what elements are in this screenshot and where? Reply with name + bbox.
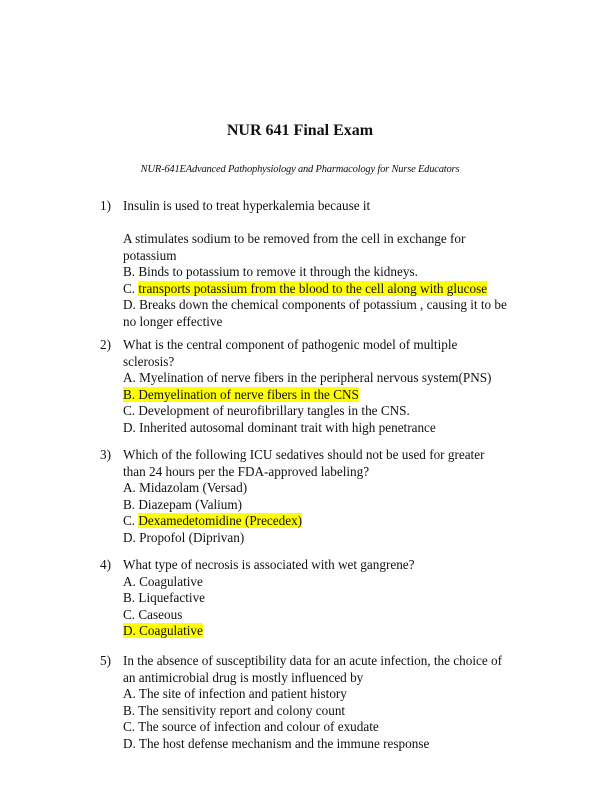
question-number: 3)	[100, 447, 111, 462]
course-subtitle: NUR-641EAdvanced Pathophysiology and Pharmacology for Nurse Educators	[140, 164, 460, 175]
option-c: C. transports potassium from the blood to the cell along with glucose	[123, 280, 488, 296]
option-b: B. Diazepam (Valium)	[123, 496, 243, 512]
question-number: 2)	[100, 337, 111, 352]
question-stem: In the absence of susceptibility data for an acute infection, the choice of an antimicrobial drug is mostly influenced by	[123, 653, 502, 685]
highlighted-answer: Dexamedetomidine (Precedex)	[138, 513, 303, 528]
option-c: C. Development of neurofibrillary tangles in the CNS.	[123, 403, 410, 418]
question-number: 4)	[100, 557, 111, 572]
option-a: A. Myelination of nerve fibers in the peripheral nervous system(PNS)	[123, 370, 492, 385]
option-a: A stimulates sodium to be removed from the cell in exchange for potassium	[123, 231, 466, 263]
option-c: C. Caseous	[123, 606, 183, 622]
question-number: 1)	[100, 198, 111, 213]
option-c: C. Dexamedetomidine (Precedex)	[123, 513, 303, 528]
option-a: A. Coagulative	[123, 573, 203, 589]
question-stem: Insulin is used to treat hyperkalemia because it	[123, 198, 371, 213]
highlighted-answer: B. Demyelination of nerve fibers in the CNS	[123, 386, 359, 402]
question-stem: Which of the following ICU sedatives should not be used for greater than 24 hours per the FDA-approved labeling?	[123, 447, 485, 479]
highlighted-answer: D. Coagulative	[123, 623, 203, 638]
question-stem: What type of necrosis is associated with wet gangrene?	[123, 557, 415, 572]
option-d: D. Breaks down the chemical components of potassium , causing it to be no longer effective	[123, 297, 507, 329]
question-stem: What is the central component of pathogenic model of multiple sclerosis?	[123, 337, 458, 369]
question-5	[100, 653, 510, 752]
option-a: A. Midazolam (Versad)	[123, 480, 248, 495]
question-2	[100, 337, 510, 436]
option-b	[123, 387, 510, 404]
question-4	[100, 557, 510, 640]
option-b: B. The sensitivity report and colony count	[123, 702, 346, 718]
question-3	[100, 447, 510, 546]
option-c: C. The source of infection and colour of exudate	[123, 719, 379, 734]
option-d: D. Propofol (Diprivan)	[123, 529, 245, 545]
option-a: A. The site of infection and patient history	[123, 686, 347, 701]
option-d: D. Inherited autosomal dominant trait with high penetrance	[123, 419, 436, 435]
page-title: NUR 641 Final Exam	[226, 122, 374, 139]
option-d	[123, 623, 510, 640]
option-b: B. Liquefactive	[123, 590, 206, 605]
question-number: 5)	[100, 653, 111, 668]
option-b: B. Binds to potassium to remove it through the kidneys.	[123, 264, 418, 279]
highlighted-answer: transports potassium from the blood to the cell along with glucose	[138, 280, 488, 296]
question-1	[100, 198, 510, 330]
option-d: D. The host defense mechanism and the immune response	[123, 735, 430, 751]
